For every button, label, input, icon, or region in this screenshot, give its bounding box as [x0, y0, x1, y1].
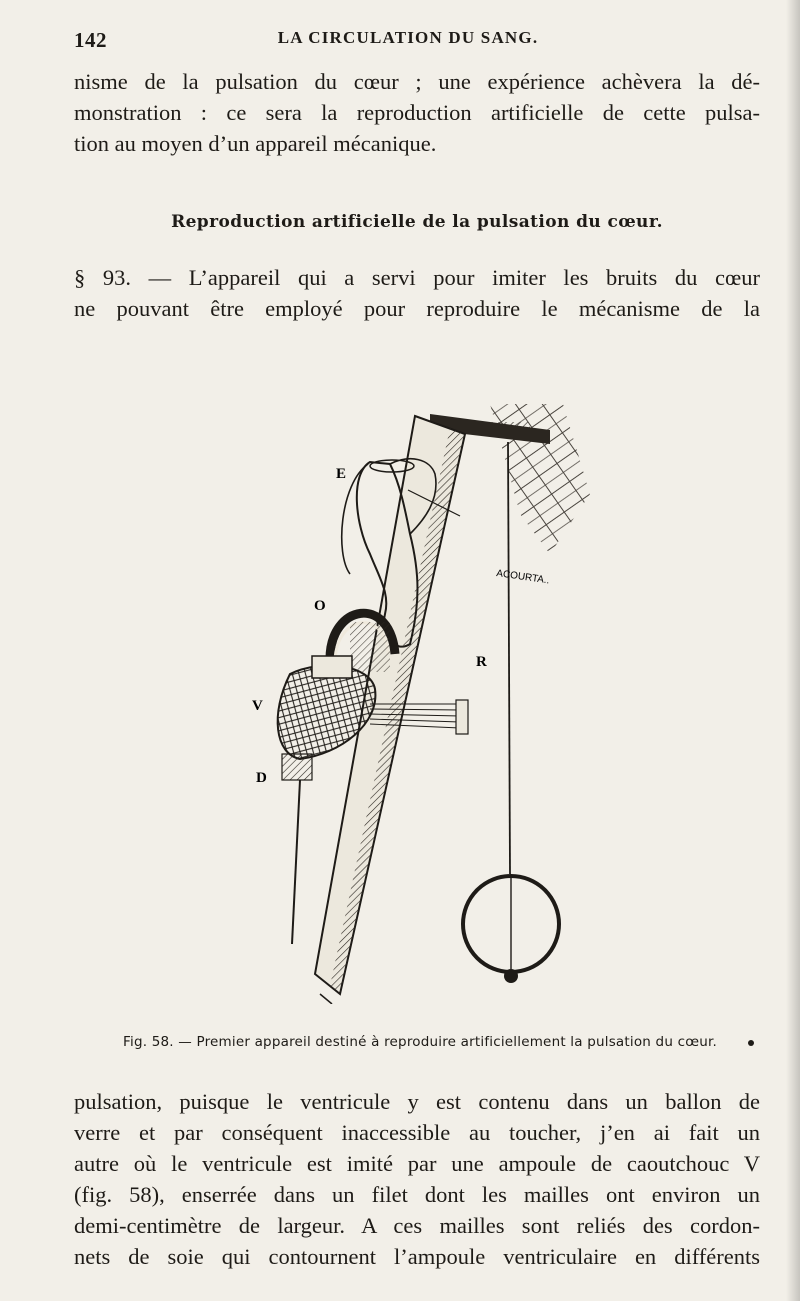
- text-line: monstration : ce sera la reproduction artificielle de cette pulsa-: [74, 100, 760, 125]
- figure-caption: Fig. 58. — Premier appareil destiné à reproduire artificiellement la pulsation du cœur.: [123, 1034, 717, 1050]
- text-line: ne pouvant être employé pour reproduire le mécanisme de la: [74, 296, 760, 321]
- text-line: nisme de la pulsation du cœur ; une expérience achèvera la dé-: [74, 69, 760, 94]
- page-number: 142: [74, 28, 107, 52]
- engraver-signature: ACOURTA..: [495, 568, 551, 587]
- label-d: D: [256, 770, 267, 786]
- clamp-d: [282, 754, 312, 944]
- running-title: LA CIRCULATION DU SANG.: [277, 28, 539, 47]
- label-r: R: [476, 654, 487, 670]
- text-line: autre où le ventricule est imité par une ampoule de caoutchouc V: [74, 1151, 760, 1176]
- text-line: demi-centimètre de largeur. A ces mailles sont reliés des cordon-: [74, 1213, 760, 1238]
- figure-58-apparatus-illustration: [220, 404, 640, 1004]
- page-edge-shadow: [786, 0, 800, 1301]
- label-o: O: [314, 598, 326, 614]
- label-v: V: [252, 698, 263, 714]
- text-line: tion au moyen d’un appareil mécanique.: [74, 131, 437, 156]
- label-e: E: [336, 466, 347, 482]
- page-header: [74, 26, 742, 54]
- paragraph-1: [74, 66, 760, 159]
- paragraph-2: [74, 262, 760, 324]
- text-line: nets de soie qui contournent l’ampoule ventriculaire en différents: [74, 1244, 760, 1269]
- text-line: § 93. — L’appareil qui a servi pour imiter les bruits du cœur: [74, 265, 760, 290]
- text-line: verre et par conséquent inaccessible au toucher, j’en ai fait un: [74, 1120, 760, 1145]
- section-title: Reproduction artificielle de la pulsation du cœur.: [171, 212, 663, 232]
- text-line: pulsation, puisque le ventricule y est contenu dans un ballon de: [74, 1089, 760, 1114]
- paragraph-3: [74, 1086, 760, 1272]
- print-dot: [748, 1040, 754, 1046]
- text-line: (fig. 58), enserrée dans un filet dont les mailles ont environ un: [74, 1182, 760, 1207]
